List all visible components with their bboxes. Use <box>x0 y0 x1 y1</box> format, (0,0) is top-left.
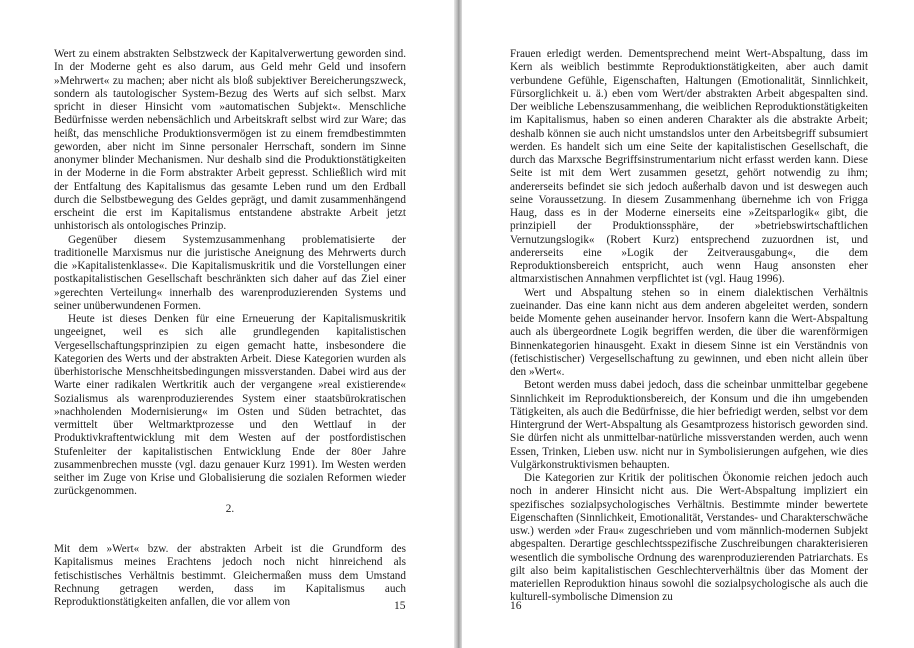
section-number: 2. <box>225 503 235 515</box>
left-paragraph-2: Gegenüber diesem Systemzusammenhang problematisierte der traditionelle Marxismus nur die juristische Aneignung des Mehrwerts durch die »Kapitalistenklasse«. Die Kapitalismuskritik und die Vorstellungen einer postkapitalistischen Gesellschaft beschränkten sich daher auf das Ziel einer »gerechten Verteilung« innerhalb des warenproduzierenden Systems und seiner unüberwundenen Formen. <box>54 233 406 312</box>
left-page-section-body <box>54 543 406 609</box>
right-paragraph-2: Wert und Abspaltung stehen so in einem dialektischen Verhältnis zueinander. Das eine kann nicht aus dem anderen abgeleitet werden, sondern beide Momente gehen auseinander hervor. Insofern kann die Wert-Abspaltung auch als übergeordnete Logik begriffen werden, die über die warenförmigen Binnenkategorien hinausgeht. Exakt in diesem Sinne ist ein Verständnis von (fetischistischer) Vergesellschaftung zu gewinnen, und eben nicht allein über den »Wert«. <box>510 286 868 378</box>
left-page <box>0 0 452 648</box>
book-gutter <box>454 0 462 648</box>
left-page-body <box>54 48 406 499</box>
page-number-left: 15 <box>394 600 406 612</box>
right-page <box>462 0 914 648</box>
left-section-paragraph: Mit dem »Wert« bzw. der abstrakten Arbeit ist die Grundform des Kapitalismus meines Erachtens jedoch noch nicht hinreichend als fetischistisches Verhältnis bestimmt. Gleichermaßen muss dem Umstand Rechnung getragen werden, dass im Kapitalismus auch Reproduktionstätigkeiten anfallen, die vor allem von <box>54 543 406 608</box>
page-number-right: 16 <box>510 600 522 612</box>
right-paragraph-4: Die Kategorien zur Kritik der politischen Ökonomie reichen jedoch auch noch in anderer Hinsicht nicht aus. Die Wert-Abspaltung impliziert ein spezifisches sozialpsychologisches Verhältnis. Bestimmte minder bewertete Eigenschaften (Sinnlichkeit, Emotionalität, Verstandes- und Charakterschwäche usw.) werden »der Frau« zugeschrieben und vom männlich-modernen Subjekt abgespalten. Derartige geschlechtsspezifische Zuschreibungen charakterisieren wesentlich die symbolische Ordnung des warenproduzierenden Patriarchats. Es gilt also beim kapitalistischen Geschlechterverhältnis über das Moment der materiellen Reproduktion hinaus sowohl die sozialpsychologische als auch die kulturell-symbolische Dimension zu <box>510 472 868 604</box>
right-page-body <box>510 48 868 605</box>
right-paragraph-1: Frauen erledigt werden. Dementsprechend meint Wert-Abspaltung, dass im Kern als weiblich bestimmte Reproduktionstätigkeiten, aber auch damit verbundene Gefühle, Eigenschaften, Haltungen (Emotionalität, Sinnlichkeit, Fürsorglichkeit u. ä.) eben vom Wert/der abstrakten Arbeit abgespalten sind. Der weibliche Lebenszusammenhang, die weiblichen Reproduktionstätigkeiten im Kapitalismus, haben so einen anderen Charakter als die abstrakte Arbeit; deshalb können sie auch nicht umstandslos unter den Arbeitsbegriff subsumiert werden. Es handelt sich um eine Seite der kapitalistischen Gesellschaft, die durch das Marxsche Begriffsinstrumentarium nicht erfasst werden kann. Diese Seite ist mit dem Wert zusammen gesetzt, gehört notwendig zu ihm; andererseits befindet sie sich jedoch außerhalb davon und ist deswegen auch seine Voraussetzung. In diesem Zusammenhang übernehme ich von Frigga Haug, dass es in der Moderne einerseits eine »Zeitsparlogik« gibt, die prinzipiell der Produktionssphäre, der »betriebswirtschaftlichen Vernutzungslogik« (Robert Kurz) entsprechend zuzuordnen ist, und andererseits eine »Logik der Zeitverausgabung«, die dem Reproduktionsbereich entspricht, auch wenn Haug ansonsten eher altmarxistischen Annahmen verpflichtet ist (vgl. Haug 1996). <box>510 48 868 286</box>
left-paragraph-1: Wert zu einem abstrakten Selbstzweck der Kapitalverwertung geworden sind. In der Moderne geht es also darum, aus Geld mehr Geld und insofern »Mehrwert« zu machen; aber nicht als bloß subjektiver Bereicherungszweck, sondern als tautologischer System-Bezug des Werts auf sich selbst. Marx spricht in dieser Hinsicht vom »automatischen Subjekt«. Menschliche Bedürfnisse werden nebensächlich und Arbeitskraft selbst wird zur Ware; das heißt, das menschliche Produktionsvermögen ist zu einem fremdbestimmten geworden, aber nicht im Sinne personaler Herrschaft, sondern im Sinne anonymer blinder Mechanismen. Nur deshalb sind die Produktionstätigkeiten in der Moderne in die Form abstrakter Arbeit gepresst. Schließlich wird mit der Entfaltung des Kapitalismus das gesamte Leben rund um den Erdball durch die Selbstbewegung des Geldes geprägt, und damit zusammenhängend erscheint die erst im Kapitalismus entstandene abstrakte Arbeit jetzt unhistorisch als ontologisches Prinzip. <box>54 48 406 233</box>
left-paragraph-3: Heute ist dieses Denken für eine Erneuerung der Kapitalismuskritik ungeeignet, weil es sich alle grundlegenden kapitalistischen Vergesellschaftungsprinzipien zu eigen gemacht hatte, insbesondere die Kategorien des Werts und der abstrakten Arbeit. Diese Kategorien wurden als überhistorische Menschheitsbedingungen missverstanden. Dabei wird aus der Warte einer radikalen Wertkritik auch der vergangene »real existierende« Sozialismus als warenproduzierendes System einer staatsbürokratischen »nachholenden Modernisierung« im Osten und Süden betrachtet, das vermittelt über Weltmarktprozesse und den Wettlauf in der Produktivkraftentwicklung mit dem Westen auf der postfordistischen Stufenleiter der kapitalistischen Entwicklung Ende der 80er Jahre zusammenbrechen musste (vgl. dazu genauer Kurz 1991). Im Westen werden seither im Zuge von Krise und Globalisierung die sozialen Reformen wieder zurückgenommen. <box>54 313 406 498</box>
right-paragraph-3: Betont werden muss dabei jedoch, dass die scheinbar unmittelbar gegebene Sinnlichkeit im Reproduktionsbereich, der Konsum und die ihn umgebenden Tätigkeiten, als auch die Bedürfnisse, die hier befriedigt werden, selbst vor dem Hintergrund der Wert-Abspaltung als Gesamtprozess historisch geworden sind. Sie dürfen nicht als unmittelbar-natürliche missverstanden werden, auch wenn Essen, Trinken, Lieben usw. nicht nur in Symbolisierungen aufgehen, wie dies Vulgärkonstruktivismen behaupten. <box>510 379 868 471</box>
